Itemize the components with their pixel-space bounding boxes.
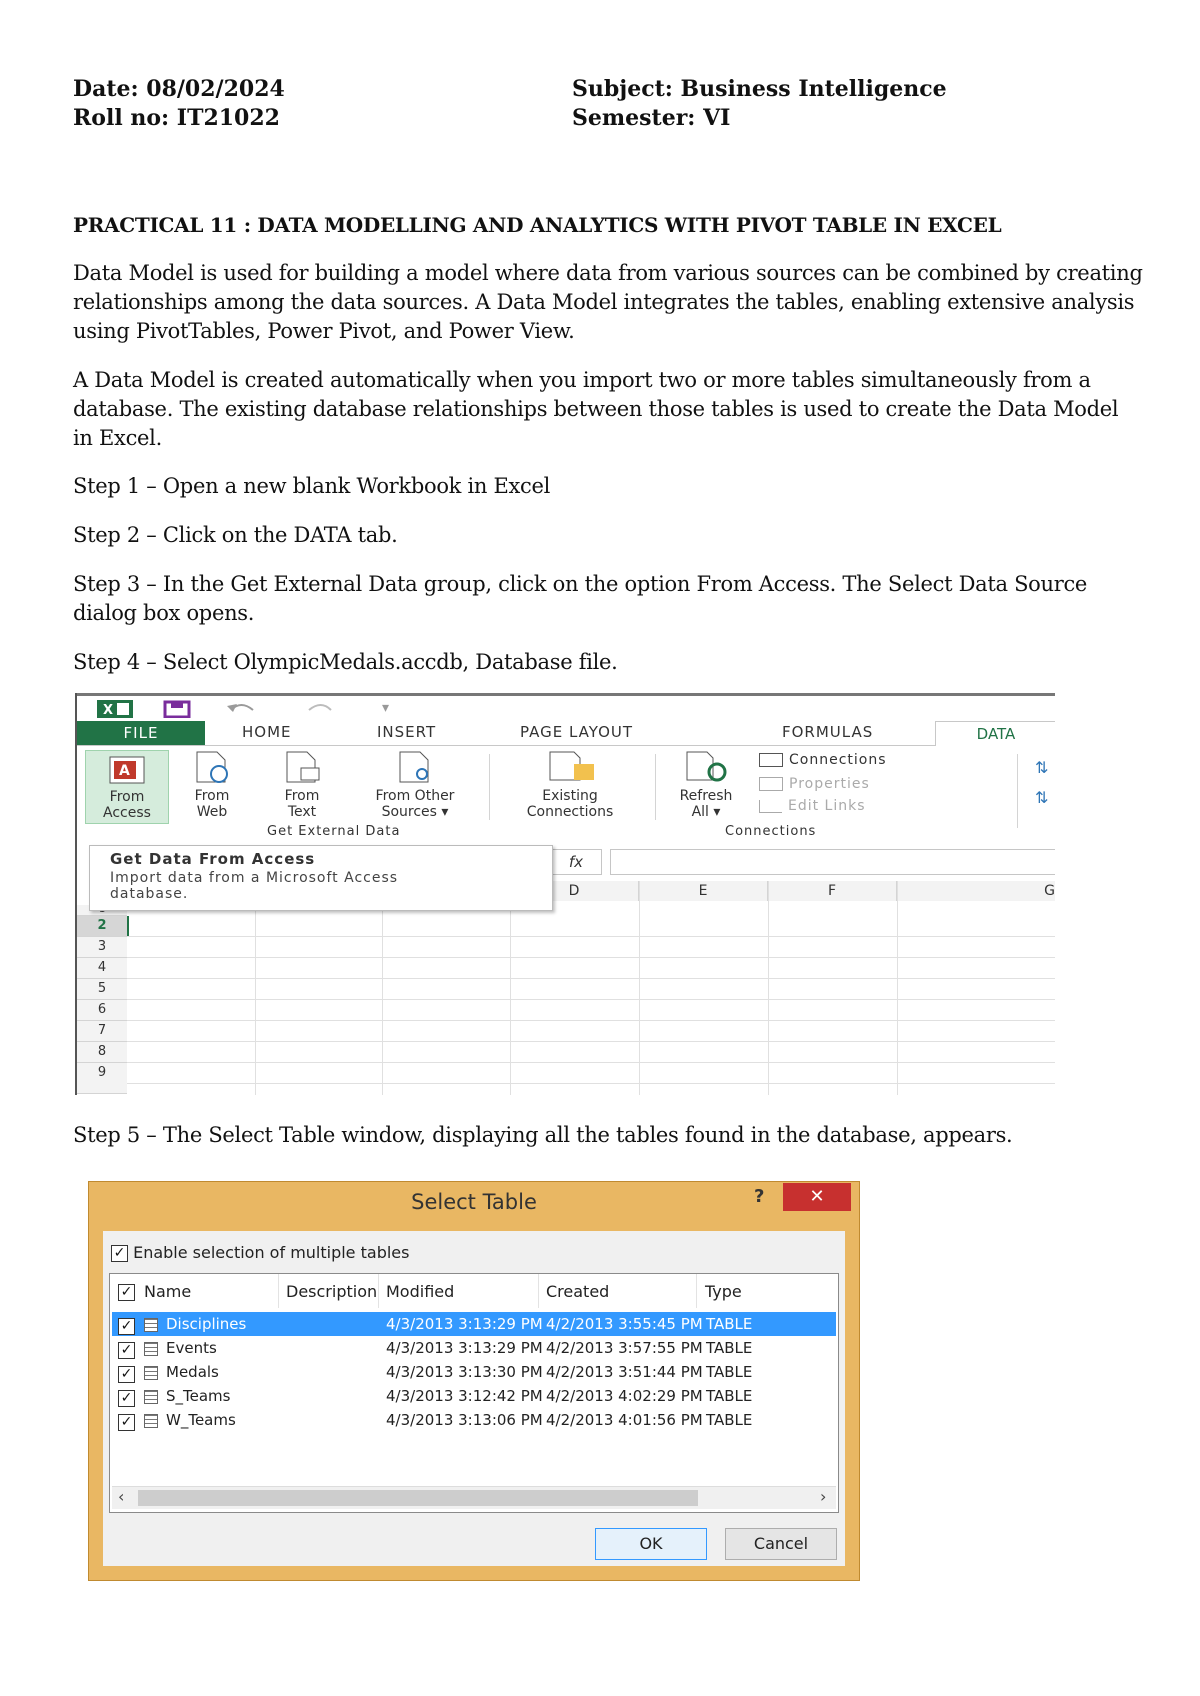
table-type: TABLE (706, 1363, 753, 1381)
step-3: Step 3 – In the Get External Data group, click on the option From Access. The Select Data Source dialog box opens. (73, 572, 1088, 625)
from-access-button[interactable] (85, 750, 169, 824)
column-created[interactable]: Created (546, 1282, 610, 1301)
from-other-line2: Sources ▾ (381, 804, 449, 820)
table-created: 4/2/2013 3:57:55 PM (546, 1339, 703, 1357)
data-model-paragraph: A Data Model is created automatically when you import two or more tables simultaneously from a database. The existing database relationships between those tables is used to create the Data Model in Excel. (73, 368, 1119, 450)
excel-screenshot (75, 693, 1055, 1095)
connections-label: Connections (789, 752, 887, 768)
excel-logo-icon (97, 700, 133, 718)
tables-list (109, 1273, 839, 1513)
customize-qat-icon[interactable]: ▾ (382, 700, 390, 716)
table-name: Events (166, 1339, 217, 1357)
grid-row (127, 1042, 1055, 1063)
column-header[interactable]: E (639, 881, 768, 901)
redo-icon[interactable] (303, 700, 343, 718)
table-type: TABLE (706, 1315, 753, 1333)
table-name: Disciplines (166, 1315, 247, 1333)
from-web-line2: Web (196, 804, 228, 820)
ribbon-separator (655, 754, 656, 820)
formula-bar[interactable] (610, 849, 1055, 875)
tab-file[interactable]: FILE (77, 721, 205, 745)
step-5: Step 5 – The Select Table window, displaying all the tables found in the database, appears. (73, 1123, 1013, 1147)
table-modified: 4/3/2013 3:13:06 PM (386, 1411, 543, 1429)
column-modified[interactable]: Modified (386, 1282, 455, 1301)
table-modified: 4/3/2013 3:13:29 PM (386, 1315, 543, 1333)
subject-label: Subject: Business Intelligence (572, 76, 947, 102)
table-name: S_Teams (166, 1387, 231, 1405)
checkbox-checked-icon: ✓ (118, 1366, 135, 1383)
svg-text:A: A (119, 763, 130, 779)
from-text-line2: Text (287, 804, 317, 820)
grid-row (127, 1021, 1055, 1042)
connections-button[interactable] (759, 752, 887, 768)
text-file-icon (279, 750, 325, 784)
tooltip (89, 845, 553, 911)
from-access-line1: From (109, 789, 145, 805)
column-name[interactable]: Name (144, 1282, 192, 1301)
existing-line2: Connections (526, 804, 614, 820)
refresh-icon (681, 750, 731, 784)
table-modified: 4/3/2013 3:13:30 PM (386, 1363, 543, 1381)
dialog-title: Select Table (411, 1190, 537, 1214)
tab-formulas[interactable]: FORMULAS (782, 723, 874, 741)
tab-insert[interactable]: INSERT (377, 723, 437, 741)
table-row[interactable] (112, 1360, 836, 1384)
close-button[interactable]: ✕ (783, 1183, 851, 1211)
column-header[interactable]: D (510, 881, 639, 901)
date-label: Date: 08/02/2024 (73, 76, 285, 102)
from-web-button[interactable] (177, 750, 247, 820)
scroll-right-icon[interactable]: › (820, 1487, 827, 1506)
checkbox-checked-icon: ✓ (118, 1390, 135, 1407)
function-button[interactable]: fx (550, 849, 602, 875)
enable-multiple-label: Enable selection of multiple tables (133, 1243, 410, 1262)
refresh-line1: Refresh (679, 788, 733, 804)
checkbox-checked-icon: ✓ (118, 1284, 135, 1301)
group-connections: Connections (725, 824, 817, 839)
quick-access-toolbar (77, 693, 1055, 724)
table-created: 4/2/2013 4:02:29 PM (546, 1387, 703, 1405)
from-web-line1: From (194, 788, 230, 804)
from-other-sources-button[interactable] (349, 750, 481, 820)
row-header[interactable]: 7 (77, 1021, 127, 1042)
properties-label: Properties (789, 776, 870, 792)
table-name: W_Teams (166, 1411, 236, 1429)
tooltip-title: Get Data From Access (110, 850, 316, 868)
semester-label: Semester: VI (572, 105, 731, 131)
from-other-line1: From Other (375, 788, 455, 804)
table-name: Medals (166, 1363, 219, 1381)
tab-data[interactable]: DATA (935, 721, 1055, 746)
help-button[interactable]: ? (754, 1186, 765, 1207)
table-modified: 4/3/2013 3:12:42 PM (386, 1387, 543, 1405)
column-description[interactable]: Description (286, 1282, 378, 1301)
ribbon (77, 746, 1055, 838)
ribbon-tabs (77, 721, 1055, 746)
row-header[interactable]: 9 (77, 1063, 127, 1094)
column-divider (538, 1274, 539, 1308)
group-get-external-data: Get External Data (267, 824, 401, 839)
connections-icon (759, 753, 783, 767)
grid-row (127, 958, 1055, 979)
practical-title: PRACTICAL 11 : DATA MODELLING AND ANALYTICS WITH PIVOT TABLE IN EXCEL (73, 213, 1002, 237)
horizontal-scrollbar[interactable] (112, 1486, 836, 1509)
edit-links-icon (759, 800, 782, 813)
access-icon (104, 751, 150, 785)
row-header[interactable]: 4 (77, 958, 127, 979)
other-sources-icon (392, 750, 438, 784)
table-type: TABLE (706, 1387, 753, 1405)
step-1: Step 1 – Open a new blank Workbook in Excel (73, 474, 551, 498)
save-icon[interactable] (163, 700, 193, 718)
table-type: TABLE (706, 1339, 753, 1357)
select-table-dialog (88, 1181, 860, 1581)
column-divider (278, 1274, 279, 1308)
existing-line1: Existing (542, 788, 598, 804)
scroll-left-icon[interactable]: ‹ (118, 1487, 125, 1506)
ribbon-separator (489, 754, 490, 820)
header-select-all-checkbox[interactable] (118, 1282, 135, 1301)
checkbox-checked-icon: ✓ (111, 1245, 128, 1262)
web-icon (189, 750, 235, 784)
existing-connections-icon (540, 750, 600, 784)
row-header[interactable]: 3 (77, 937, 127, 958)
grid-row (127, 979, 1055, 1000)
from-access-line2: Access (103, 805, 151, 821)
row-header-selected[interactable]: 2 (77, 916, 129, 937)
ok-button[interactable]: OK (595, 1528, 707, 1560)
intro-paragraph: Data Model is used for building a model where data from various sources can be combined by creating relationships among the data sources. A Data Model integrates the tables, enabling extensive analysis using PivotTables, Power Pivot, and Power View. (73, 261, 1143, 343)
scrollbar-thumb[interactable] (138, 1490, 698, 1506)
sort-za-icon[interactable]: ⇅ (1035, 788, 1049, 807)
grid-row (127, 916, 1055, 937)
step-2: Step 2 – Click on the DATA tab. (73, 523, 398, 547)
column-divider (378, 1274, 379, 1308)
tooltip-text: Import data from a Microsoft Access database. (110, 870, 399, 902)
refresh-all-button[interactable] (663, 750, 749, 820)
table-modified: 4/3/2013 3:13:29 PM (386, 1339, 543, 1357)
step-4: Step 4 – Select OlympicMedals.accdb, Database file. (73, 650, 618, 674)
row-header[interactable]: 6 (77, 1000, 127, 1021)
edit-links-button[interactable] (759, 798, 866, 814)
dialog-body (103, 1231, 845, 1566)
roll-label: Roll no: IT21022 (73, 105, 280, 131)
table-created: 4/2/2013 3:55:45 PM (546, 1315, 703, 1333)
cancel-button[interactable]: Cancel (725, 1528, 837, 1560)
from-text-button[interactable] (265, 750, 339, 820)
checkbox-checked-icon: ✓ (118, 1342, 135, 1359)
column-header[interactable]: G (897, 881, 1055, 901)
sort-az-icon[interactable]: ⇅ (1035, 758, 1049, 777)
ribbon-separator (1017, 754, 1018, 828)
column-type[interactable]: Type (705, 1282, 742, 1301)
from-text-line1: From (284, 788, 320, 804)
table-row[interactable] (112, 1408, 836, 1432)
table-created: 4/2/2013 3:51:44 PM (546, 1363, 703, 1381)
table-row[interactable] (112, 1384, 836, 1408)
checkbox-checked-icon: ✓ (118, 1414, 135, 1431)
grid-row (127, 1063, 1055, 1084)
row-header[interactable]: 8 (77, 1042, 127, 1063)
table-created: 4/2/2013 4:01:56 PM (546, 1411, 703, 1429)
properties-button[interactable] (759, 776, 870, 792)
table-row[interactable] (112, 1336, 836, 1360)
tab-home[interactable]: HOME (242, 723, 292, 741)
checkbox-checked-icon: ✓ (118, 1318, 135, 1335)
column-header[interactable]: F (768, 881, 897, 901)
refresh-line2: All ▾ (691, 804, 721, 820)
table-type: TABLE (706, 1411, 753, 1429)
grid-row (127, 937, 1055, 958)
tab-page-layout[interactable]: PAGE LAYOUT (520, 723, 634, 741)
row-header[interactable]: 5 (77, 979, 127, 1000)
undo-icon[interactable] (225, 700, 265, 718)
table-row[interactable] (112, 1312, 836, 1336)
existing-connections-button[interactable] (497, 750, 643, 820)
grid-row (127, 1000, 1055, 1021)
enable-multiple-tables-checkbox[interactable] (111, 1243, 409, 1262)
properties-icon (759, 777, 783, 791)
edit-links-label: Edit Links (788, 798, 866, 814)
svg-text:X: X (103, 703, 114, 718)
column-divider (696, 1274, 697, 1308)
